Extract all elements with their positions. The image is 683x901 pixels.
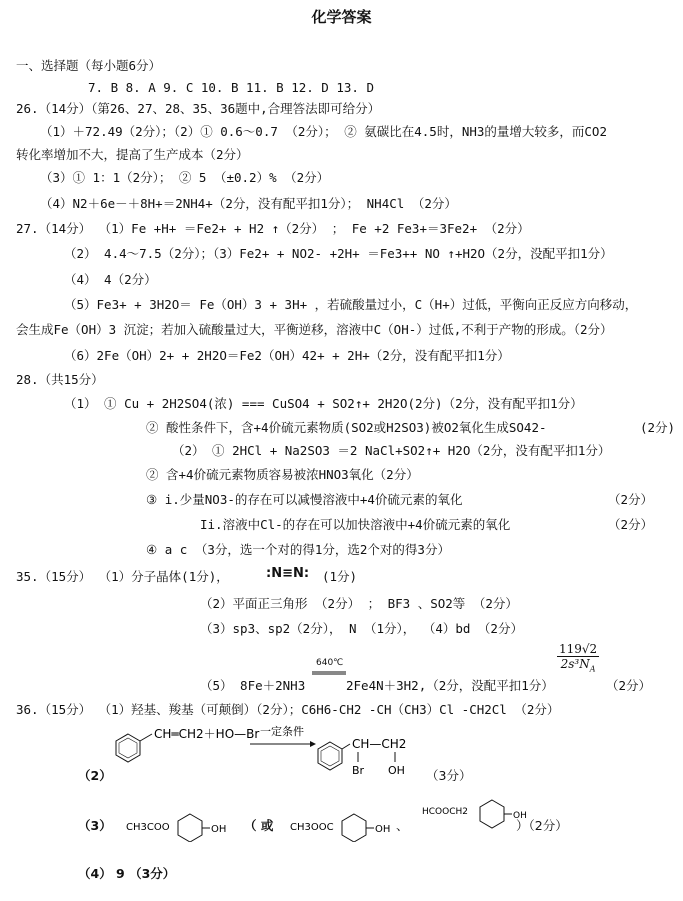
fraction-denominator-sub: A (589, 664, 596, 674)
mc-answers: 7. B 8. A 9. C 10. B 11. B 12. D 13. D (88, 80, 374, 95)
q35-part3-4: （3）sp3、sp2（2分）， N （1分）， （4）bd （2分） (200, 621, 523, 636)
q27-part1: 27.（14分） （1）Fe +H+ ＝Fe2+ + H2 ↑（2分） ； Fe +2 Fe3+＝3Fe2+ （2分） (16, 221, 530, 236)
q27-part5-cont: 会生成Fe（OH）3 沉淀；若加入硫酸量过大，平衡逆移，溶液中C（OH-）过低,不利于产物的形成。（2分） (16, 322, 613, 337)
struct-c-right: OH (513, 811, 527, 821)
q28-part2-3ii-score: （2分） (608, 517, 654, 532)
q35-part5-left: （5） 8Fe＋2NH3 (200, 678, 306, 693)
q35-part2: （2）平面正三角形 （2分） ； BF3 、SO2等 （2分） (200, 596, 518, 611)
q35-part5-right: 2Fe4N＋3H2,（2分，没配平扣1分） (346, 678, 554, 693)
q36-reaction-diagram (110, 722, 430, 782)
q36-part1: 36.（15分） （1）羟基、羧基（可颠倒）（2分）；C6H6-CH2 -CH（CH3）Cl -CH2Cl （2分） (16, 702, 560, 717)
q27-part2-3: （2） 4.4～7.5（2分）；（3）Fe2+ + NO2- +2H+ ＝Fe3++ NO ↑+H2O（2分，没配平扣1分） (64, 246, 613, 261)
q35-part1: 35.（15分） （1）分子晶体(1分)， (16, 569, 229, 584)
q26-part3: （3）① 1：1（2分）； ② 5 （±0.2）% （2分） (40, 170, 330, 185)
fraction-denominator-text: 2s³N (560, 657, 590, 671)
struct-c-left: HCOOCH2 (422, 807, 468, 817)
q36-part3-score: ）（2分） (516, 818, 568, 833)
q28-part2-3i: ③ i.少量NO3-的存在可以减慢溶液中+4价硫元素的氧化 (146, 492, 463, 507)
q26-part2-cont: 转化率增加不大，提高了生产成本（2分） (16, 147, 249, 162)
reactant-chain: CH═CH2＋HO—Br (154, 727, 260, 741)
q28-part2-2: ② 含+4价硫元素物质容易被浓HNO3氧化（2分） (146, 467, 419, 482)
struct-a-right: OH (211, 824, 227, 835)
benzene-ring-icon (342, 814, 366, 842)
q28-part2-3ii: Ii.溶液中Cl-的存在可以加快溶液中+4价硫元素的氧化 (200, 517, 511, 532)
page-title: 化学答案 (311, 8, 372, 26)
struct-b-right: OH (375, 824, 391, 835)
q36-part2-label: （2） (78, 768, 112, 783)
q26-header: 26.（14分）（第26、27、28、35、36题中,合理答法即可给分） (16, 101, 381, 116)
section-multiple-choice: 一、选择题（每小题6分） (16, 58, 162, 73)
q28-part1-2: ② 酸性条件下，含+4价硫元素物质(SO2或H2SO3)被O2氧化生成SO42- (146, 420, 547, 435)
q26-part1-2: （1）＋72.49（2分）；（2）① 0.6～0.7 （2分）； ② 氨碳比在4.5时，NH3的量增大较多，而CO2 (40, 124, 607, 139)
q36-part3-or: （ 或 (244, 818, 274, 833)
struct-b (290, 808, 400, 842)
q27-part6: （6）2Fe（OH）2+ + 2H2O＝Fe2（OH）42+ + 2H+（2分，没有配平扣1分） (64, 348, 510, 363)
density-fraction (557, 642, 599, 673)
q28-part1-1: （1） ① Cu + 2H2SO4(浓) === CuSO4 + SO2↑+ 2H2O(2分)（2分，没有配平扣1分） (64, 396, 583, 411)
reaction-arrow-line (312, 670, 346, 676)
product-oh: OH (388, 764, 405, 777)
n2-lewis-structure: :N≡N: (266, 566, 310, 581)
temperature-label: 640℃ (316, 658, 344, 668)
product-br: Br (352, 764, 365, 777)
q36-part2-score: （3分） (426, 768, 472, 783)
q28-header: 28.（共15分） (16, 372, 104, 387)
q36-part4: （4） 9 （3分） (78, 866, 176, 881)
q36-part3-label: （3） (78, 818, 112, 833)
q28-part2-3i-score: （2分） (608, 492, 654, 507)
q36-part3-sep: 、 (396, 818, 409, 833)
benzene-inner-icon (321, 746, 339, 766)
fraction-numerator: 119√2 (559, 642, 598, 656)
arrowhead-icon (310, 741, 316, 747)
product-chain: CH—CH2 (352, 737, 407, 751)
benzene-ring-icon (178, 814, 202, 842)
q28-part2-4: ④ a c （3分，选一个对的得1分，选2个对的得3分） (146, 542, 450, 557)
q28-part1-2-score: (2分) (640, 420, 676, 435)
benzene-inner-icon (119, 738, 137, 758)
fraction-denominator (557, 657, 599, 673)
q35-part5-score: （2分） (606, 678, 652, 693)
struct-b-left: CH3OOC (290, 822, 334, 833)
reaction-condition: 一定条件 (260, 725, 304, 738)
q28-part2-1: （2） ① 2HCl + Na2SO3 ＝2 NaCl+SO2↑+ H2O（2分，没有配平扣1分） (172, 443, 611, 458)
q26-part4: （4）N2＋6e－＋8H+＝2NH4+（2分，没有配平扣1分）； NH4Cl （2分） (40, 196, 457, 211)
q27-part5: （5）Fe3+ + 3H2O＝ Fe（OH）3 + 3H+ ，若硫酸量过小，C（H+）过低，平衡向正反应方向移动， (64, 297, 638, 312)
q35-part1-score: (1分) (322, 569, 358, 584)
struct-a-left: CH3COO (126, 822, 170, 833)
q27-part4: （4） 4（2分） (64, 272, 157, 287)
struct-a (126, 808, 236, 842)
benzene-ring-icon (480, 800, 504, 828)
